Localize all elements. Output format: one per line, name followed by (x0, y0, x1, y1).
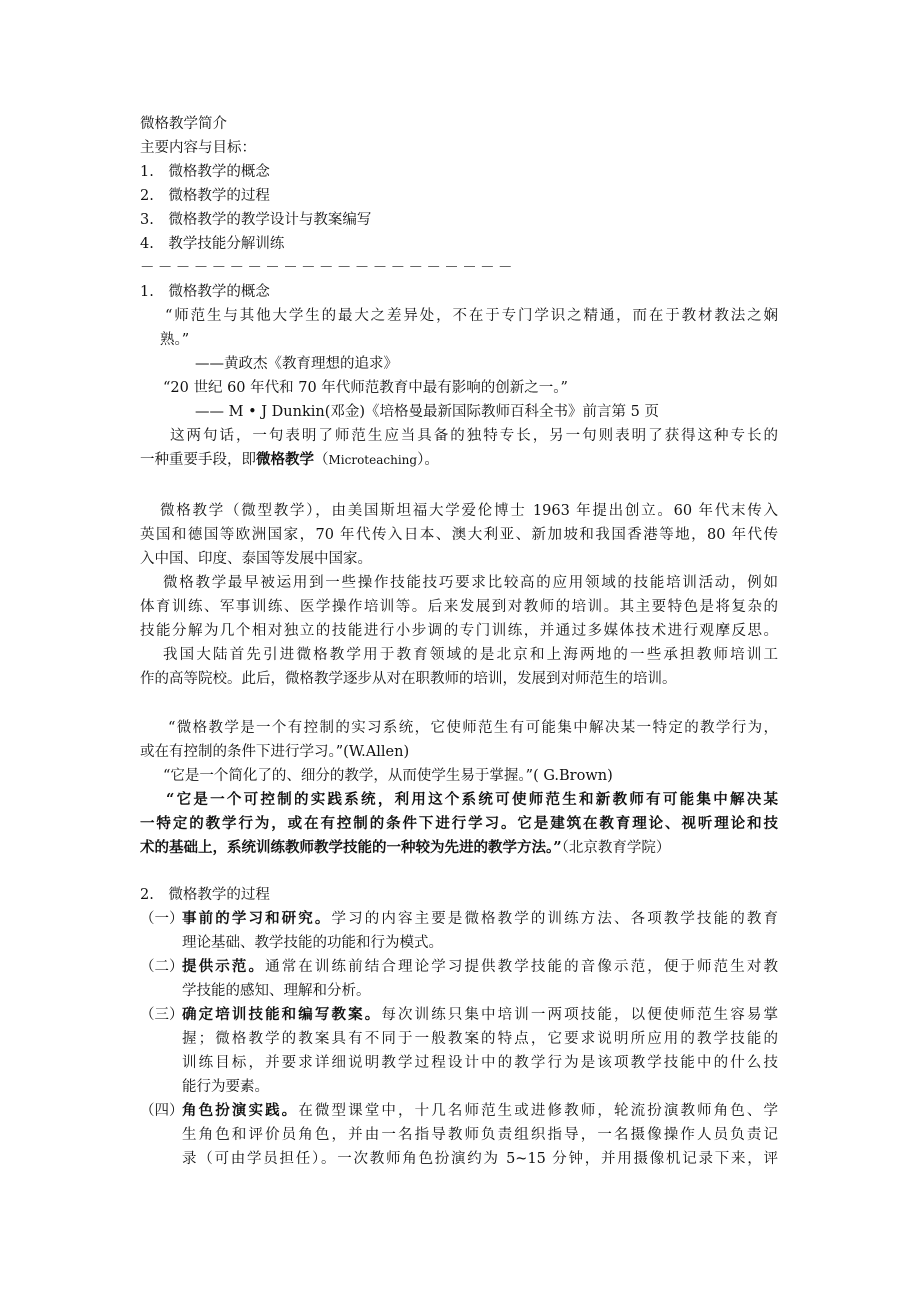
text-line (140, 232, 284, 256)
text-span: 我国大陆首先引进微格教学用于教育领域的是北京和上海两地的一些承担教师培训工 (163, 647, 778, 663)
text-line (140, 136, 256, 160)
bold-text: 确定培训技能和编写教案。 (182, 1006, 382, 1023)
text-span: 录（可由学员担任）。一次教师角色扮演约为 5~15 分钟，并用摄像机记录下来，评 (182, 1151, 778, 1167)
text-line (182, 1147, 778, 1171)
bold-text: 事前的学习和研究。 (182, 910, 332, 927)
text-span: “师范生与其他大学生的最大之差异处，不在于专门学识之精通，而在于教材教法之娴 (165, 308, 778, 324)
separator-line (140, 256, 516, 280)
text-span: 通常在训练前结合理论学习提供教学技能的音像示范，便于师范生对教 (265, 959, 778, 975)
text-line (165, 304, 778, 328)
text-line (140, 667, 677, 691)
text-line (163, 571, 778, 595)
text-span: “20 世纪 60 年代和 70 年代师范教育中最有影响的创新之一。” (163, 380, 568, 396)
text-span: “它是一个简化了的、细分的教学，从而使学生易于掌握。”( G.Brown) (163, 768, 613, 784)
text-span: Microteaching (328, 453, 418, 467)
text-line (140, 1003, 184, 1027)
text-line (182, 931, 443, 955)
text-span: 学技能的感知、理解和分析。 (182, 983, 371, 999)
text-line (140, 112, 227, 136)
text-line (182, 1051, 778, 1075)
text-span: 微格教学（微型教学），由美国斯坦福大学爱伦博士 1963 年提出创立。60 年代末传入 (160, 503, 778, 519)
text-span: 微格教学最早被运用到一些操作技能技巧要求比较高的应用领域的技能培训活动，例如 (163, 575, 778, 591)
text-line (140, 836, 670, 860)
text-span: 作的高等院校。此后，微格教学逐步从对在职教师的培训，发展到对师范生的培训。 (140, 671, 677, 687)
text-span: （四） (140, 1103, 184, 1119)
text-span: 理论基础、教学技能的功能和行为模式。 (182, 935, 443, 951)
text-span: 能行为要素。 (182, 1079, 269, 1095)
text-line (140, 448, 439, 472)
bold-text: 提供示范。 (182, 958, 266, 975)
text-line (182, 1003, 778, 1027)
text-line (163, 643, 778, 667)
text-line (160, 328, 189, 352)
text-span: 2. 微格教学的过程 (140, 887, 270, 903)
text-span: 1. 微格教学的概念 (140, 164, 270, 180)
text-span: 一种重要手段，即 (140, 452, 256, 468)
bold-text: 微格教学 (256, 451, 314, 468)
text-line (140, 595, 778, 619)
text-line (140, 740, 409, 764)
text-line (166, 788, 778, 812)
text-line (182, 979, 371, 1003)
text-span: （ (314, 452, 329, 468)
text-span: “微格教学是一个有控制的实习系统，它使师范生有可能集中解决某一特定的教学行为， (168, 720, 778, 736)
text-span: （北京教育学院） (561, 840, 671, 856)
text-line (182, 907, 778, 931)
text-line (160, 499, 778, 523)
bold-text: 一特定的教学行为，或在有控制的条件下进行学习。它是建筑在教育理论、视听理论和技 (140, 815, 778, 832)
text-span: 学习的内容主要是微格教学的训练方法、各项教学技能的教育 (331, 911, 778, 927)
text-span: 技能分解为几个相对独立的技能进行小步调的专门训练，并通过多媒体技术进行观摩反思。 (140, 623, 778, 639)
text-span: －－－－－－－－－－－－－－－－－－－－－ (140, 260, 516, 276)
text-span: 微格教学简介 (140, 116, 227, 132)
bold-text: “它是一个可控制的实践系统，利用这个系统可使师范生和新教师有可能集中解决某 (166, 791, 778, 808)
text-span: 2. 微格教学的过程 (140, 188, 270, 204)
text-line (140, 619, 778, 643)
text-line (182, 1027, 778, 1051)
text-span: 体育训练、军事训练、医学操作培训等。后来发展到对教师的培训。其主要特色是将复杂的 (140, 599, 778, 615)
text-line (140, 280, 270, 304)
text-span: 每次训练只集中培训一两项技能，以便使师范生容易掌 (381, 1007, 778, 1023)
text-span: ——黄政杰《教育理想的追求》 (195, 356, 398, 372)
text-span: 4. 教学技能分解训练 (140, 236, 285, 252)
text-line (140, 547, 372, 571)
text-span: 在微型课堂中，十几名师范生或进修教师，轮流扮演教师角色、学 (298, 1103, 778, 1119)
text-span: 握；微格教学的教案具有不同于一般教案的特点，它要求说明所应用的教学技能的 (182, 1031, 778, 1047)
text-span: （一） (140, 911, 184, 927)
text-span: 英国和德国等欧洲国家，70 年代传入日本、澳大利亚、新加坡和我国香港等地，80 年代传 (140, 527, 778, 543)
text-line (182, 1123, 778, 1147)
text-line (195, 400, 659, 424)
text-line (140, 160, 270, 184)
text-line (140, 812, 778, 836)
text-span: 这两句话，一句表明了师范生应当具备的独特专长，另一句则表明了获得这种专长的 (170, 428, 778, 444)
text-line (140, 184, 270, 208)
text-line (140, 955, 184, 979)
text-line (168, 716, 778, 740)
text-span: 熟。” (160, 332, 190, 348)
text-span: 训练目标，并要求详细说明教学过程设计中的教学行为是该项教学技能中的什么技 (182, 1055, 778, 1071)
text-line (163, 376, 568, 400)
text-span: 生角色和评价员角色，并由一名指导教师负责组织指导，一名摄像操作人员负责记 (182, 1127, 778, 1143)
text-span: 1. 微格教学的概念 (140, 284, 270, 300)
text-line (182, 955, 778, 979)
text-line (163, 764, 613, 788)
text-line (140, 907, 184, 931)
text-span: （三） (140, 1007, 184, 1023)
text-span: 入中国、印度、泰国等发展中国家。 (140, 551, 372, 567)
text-span: ）。 (417, 452, 439, 468)
bold-text: 角色扮演实践。 (182, 1102, 299, 1119)
text-line (140, 523, 778, 547)
text-line (140, 883, 270, 907)
text-span: —— M • J Dunkin(邓金)《培格曼最新国际教师百科全书》前言第 5 页 (195, 404, 659, 420)
text-line (182, 1075, 269, 1099)
text-line (140, 1099, 184, 1123)
text-span: （二） (140, 959, 184, 975)
text-span: 3. 微格教学的教学设计与教案编写 (140, 212, 372, 228)
text-span: 或在有控制的条件下进行学习。”(W.Allen) (140, 744, 410, 760)
text-line (195, 352, 398, 376)
text-line (182, 1099, 778, 1123)
text-span: 主要内容与目标： (140, 140, 256, 156)
bold-text: 术的基础上，系统训练教师教学技能的一种较为先进的教学方法。” (140, 839, 562, 856)
text-line (140, 208, 371, 232)
text-line (170, 424, 778, 448)
